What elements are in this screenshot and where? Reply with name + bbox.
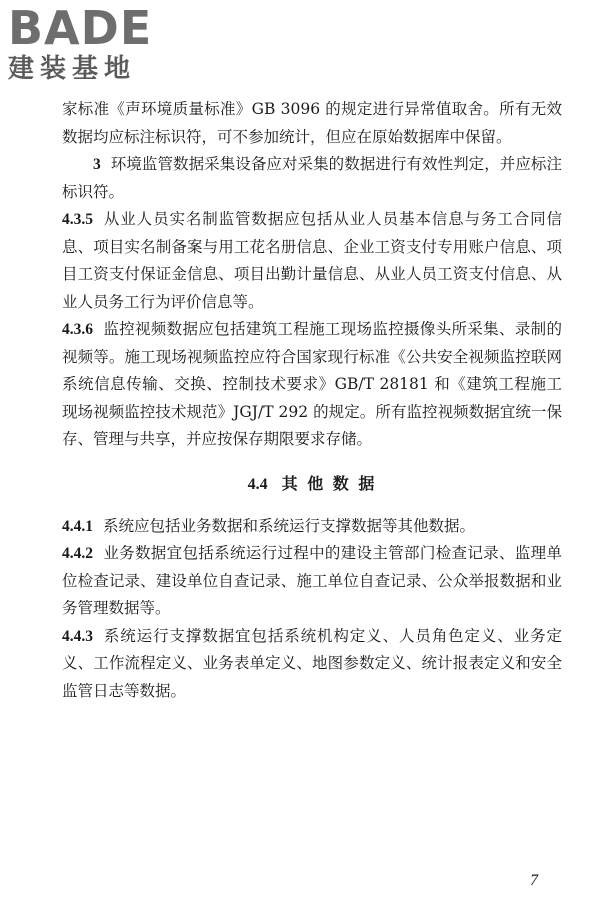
clause-number: 4.4.2 [62,545,93,562]
clause-text: 系统运行支撑数据宜包括系统机构定义、人员角色定义、业务定义、工作流程定义、业务表单定义、地图参数定义、统计报表定义和安全监管日志等数据。 [62,626,562,700]
clause-4-3-5 [62,206,562,316]
section-heading [62,472,562,497]
clause-number: 4.3.5 [62,211,93,228]
clause-number: 4.4.3 [62,627,93,645]
clause-item-3 [62,151,562,206]
clause-4-3-6 [62,316,562,454]
clause-text: 环境监管数据采集设备应对采集的数据进行有效性判定，并应标注标识符。 [62,155,562,201]
clause-number: 4.3.6 [62,321,93,338]
paragraph-continued [62,96,562,151]
clause-number: 4.4.1 [62,517,93,535]
clause-4-4-1 [62,513,562,541]
clause-text: 系统应包括业务数据和系统运行支撑数据等其他数据。 [103,516,476,535]
clause-text: 从业人员实名制监管数据应包括从业人员基本信息与务工合同信息、项目实名制备案与用工花名册信息、企业工资支付专用账户信息、项目工资支付保证金信息、项目出勤计量信息、从业人员工资支付信息、从业人员务工行为评价信息等。 [62,210,562,311]
clause-4-4-3 [62,623,562,706]
logo-tagline: 建装基地 [8,54,137,84]
clause-text: 监控视频数据应包括建筑工程施工现场监控摄像头所采集、录制的视频等。施工现场视频监控应符合国家现行标准《公共安全视频监控联网系统信息传输、交换、控制技术要求》GB/T 28181 和《建筑工程施工现场视频监控技术规范》JGJ/T 292 的规定。所有监控视频数据宜统一保存、管理与共享，并应按保存期限要求存储。 [62,320,562,448]
section-title: 其 他 数 据 [281,473,377,493]
clause-number: 3 [93,156,101,173]
document-body [62,96,562,705]
logo-wordmark: BADE [8,1,153,55]
page-number: 7 [530,872,538,889]
clause-4-4-2 [62,540,562,623]
brand-logo [8,1,178,88]
paragraph-text: 家标准《声环境质量标准》GB 3096 的规定进行异常值取舍。所有无效数据均应标注标识符，可不参加统计，但应在原始数据库中保留。 [62,100,562,146]
section-number: 4.4 [247,475,268,493]
clause-text: 业务数据宜包括系统运行过程中的建设主管部门检查记录、监理单位检查记录、建设单位自查记录、施工单位自查记录、公众举报数据和业务管理数据等。 [62,544,562,617]
